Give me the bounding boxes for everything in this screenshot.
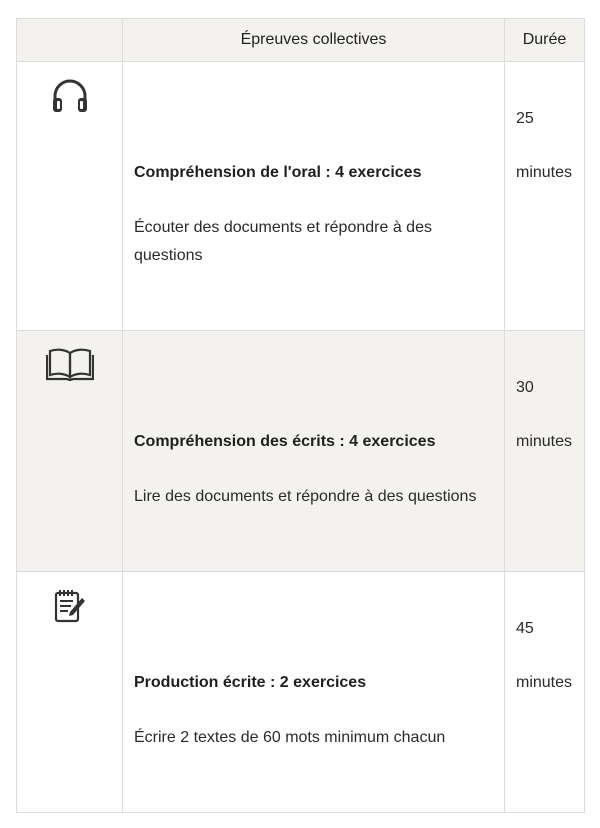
table-row bbox=[17, 62, 585, 331]
header-epreuves: Épreuves collectives bbox=[123, 19, 505, 62]
exercise-title: Production écrite : 2 exercices bbox=[134, 674, 367, 691]
icon-cell bbox=[17, 572, 123, 813]
notepad-pencil-icon bbox=[53, 588, 87, 629]
exam-table bbox=[16, 18, 585, 813]
duration-value: 25 bbox=[516, 110, 534, 127]
icon-cell bbox=[17, 331, 123, 572]
exercise-cell bbox=[123, 62, 505, 331]
open-book-icon bbox=[46, 347, 94, 386]
duration-unit: minutes bbox=[516, 674, 573, 691]
headphones-icon bbox=[50, 78, 90, 119]
table-row bbox=[17, 572, 585, 813]
duration-cell bbox=[505, 62, 585, 331]
exercise-cell bbox=[123, 331, 505, 572]
exercise-description: Écouter des documents et répondre à des questions bbox=[134, 219, 432, 264]
exercise-cell bbox=[123, 572, 505, 813]
exercise-description: Écrire 2 textes de 60 mots minimum chacun bbox=[134, 729, 446, 746]
duration-value: 45 bbox=[516, 620, 534, 637]
table-header bbox=[17, 19, 585, 62]
header-row bbox=[17, 19, 585, 62]
exercise-description: Lire des documents et répondre à des questions bbox=[134, 488, 477, 505]
header-duree: Durée bbox=[505, 19, 585, 62]
duration-cell bbox=[505, 572, 585, 813]
icon-cell bbox=[17, 62, 123, 331]
exercise-title: Compréhension des écrits : 4 exercices bbox=[134, 433, 436, 450]
duration-unit: minutes bbox=[516, 164, 573, 181]
duration-value: 30 bbox=[516, 379, 534, 396]
table-row bbox=[17, 331, 585, 572]
exercise-title: Compréhension de l'oral : 4 exercices bbox=[134, 164, 422, 181]
duration-cell bbox=[505, 331, 585, 572]
duration-unit: minutes bbox=[516, 433, 573, 450]
header-icon-column bbox=[17, 19, 123, 62]
